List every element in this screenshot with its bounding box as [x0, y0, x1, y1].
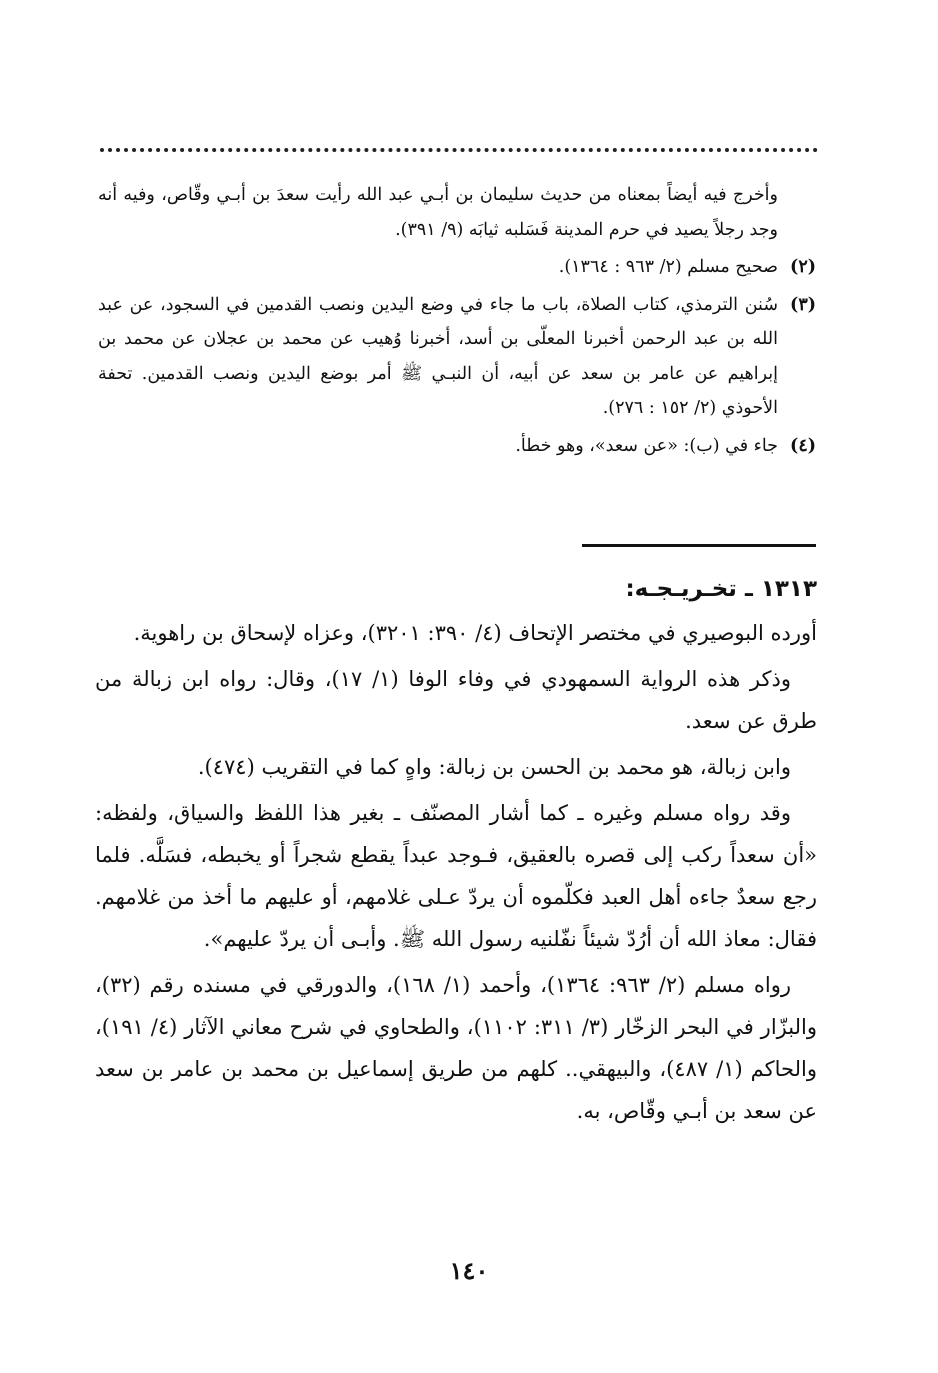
footnote-number: (٣)	[790, 294, 816, 315]
footnote-text: صحيح مسلم (٢/ ٩٦٣ : ١٣٦٤).	[558, 257, 778, 277]
footnotes-section	[98, 178, 816, 463]
footnote-item	[98, 288, 816, 426]
main-text	[95, 568, 817, 1142]
footnote-continuation-line: وفيه أنه وجد رجلاً يصيد في حرم المدينة فَسَلبه ثيابَه (٩/ ٣٩١).	[98, 185, 778, 240]
footnote-item	[98, 250, 816, 285]
footnote-number: (٤)	[790, 435, 816, 456]
footnote-text: جاء في (ب): «عن سعد»، وهو خطأ.	[515, 435, 778, 456]
heading-dash: ـ	[744, 576, 753, 602]
paragraph: أورده البوصيري في مختصر الإتحاف (٤/ ٣٩٠: ٣٢٠١)، وعزاه لإسحاق بن راهوية.	[133, 621, 817, 645]
paragraph: وابن زبالة، هو محمد بن الحسن بن زبالة: واهٍ كما في التقريب (٤٧٤).	[197, 755, 791, 779]
heading-title: تخـريـجـه:	[625, 576, 737, 602]
section-rule	[582, 544, 816, 547]
footnote-item	[98, 429, 816, 464]
dotted-separator	[100, 148, 818, 152]
paragraph: وقد رواه مسلم وغيره ـ كما أشار المصنّف ـ بغير هذا اللفظ والسياق، ولفظه: «أن سعداً ركب إلى قصره بالعقيق، فـوجد عبداً يقطع شجراً أو يخبطه، فسَلَّه. فلما رجع سعدٌ جاءه أهل العبد فكلّموه أن يردّ عـلى غلامهم، أو عليهم ما أخذ من غلامهم. فقال: معاذ الله أن أرُدّ شيئاً نفّلنيه رسول الله ﷺ. وأبـى أن يردّ عليهم».	[95, 801, 817, 951]
footnote-continuation-line: وأخرج فيه أيضاً بمعناه من حديث سليمان بن أبـي عبد الله رأيت سعدَ بن أبـي وقّاص،	[161, 185, 778, 205]
footnote-continuation	[98, 178, 816, 247]
footnote-text: سُنن الترمذي، كتاب الصلاة، باب ما جاء في وضع اليدين ونصب القدمين في السجود، عن عبد الله بن عبد الرحمن أخبرنا المعلّى بن أسد، أخبرنا وُهيب عن محمد بن عجلان عن محمد بن إبراهيم عن عامر بن سعد عن أبيه، أن النبـي ﷺ أمر بوضع اليدين ونصب القدمين. تحفة الأحوذي (٢/ ١٥٢ : ٢٧٦).	[98, 294, 778, 418]
page-number: ١٤٠	[449, 1256, 489, 1285]
paragraph: رواه مسلم (٢/ ٩٦٣: ١٣٦٤)، وأحمد (١/ ١٦٨)، والدورقي في مسنده رقم (٣٢)، والبزّار في البحر الزخّار (٣/ ٣١١: ١١٠٢)، والطحاوي في شرح معاني الآثار (٤/ ١٩١)، والحاكم (١/ ٤٨٧)، والبيهقي.. كلهم من طريق إسماعيل بن محمد بن عامر بن سعد عن سعد بن أبـي وقّاص، به.	[95, 973, 817, 1123]
heading-number: ١٣١٣	[760, 576, 817, 602]
section-heading	[95, 568, 817, 610]
paragraph: وذكر هذه الرواية السمهودي في وفاء الوفا (١/ ١٧)، وقال: رواه ابن زبالة من طرق عن سعد.	[95, 667, 817, 733]
footnote-number: (٢)	[790, 257, 816, 277]
